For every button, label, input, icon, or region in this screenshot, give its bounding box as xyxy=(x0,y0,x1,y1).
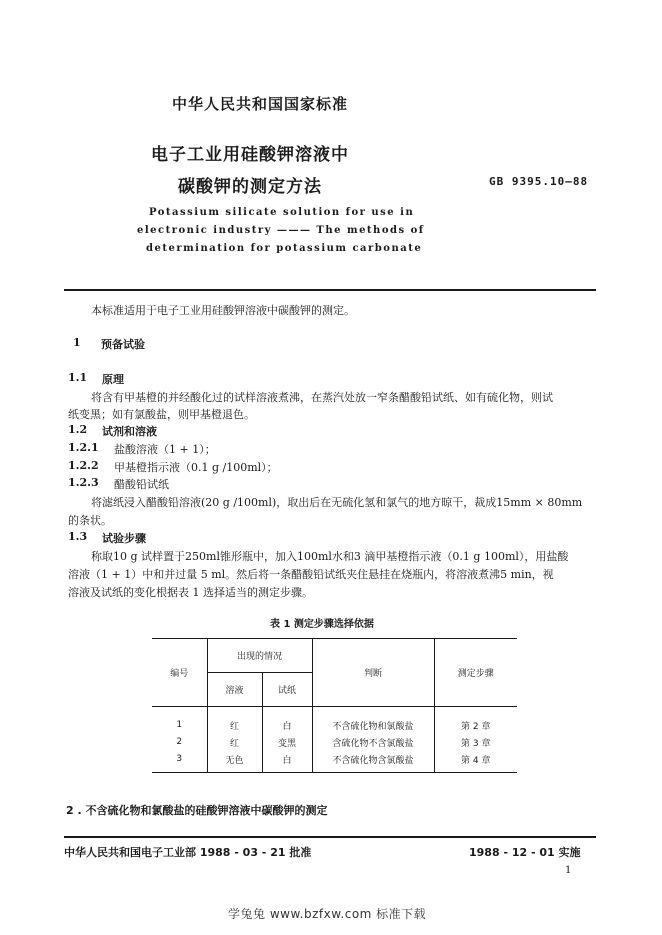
page-number: 1 xyxy=(565,865,572,876)
section-1-title: 预备试验 xyxy=(101,338,145,351)
row-judgement: 不含硫化物含氯酸盐 xyxy=(312,751,434,768)
document-title-line1: 电子工业用硅酸钾溶液中 xyxy=(151,145,349,165)
row-paper: 白 xyxy=(262,751,312,768)
row-judgement: 含硫化物不含氯酸盐 xyxy=(312,734,434,751)
section-1-3-text-line3: 溶液及试纸的变化根据表 1 选择适当的测定步骤。 xyxy=(68,586,313,599)
row-step: 第 2 章 xyxy=(434,717,517,734)
implementation-date: 1988 - 12 - 01 实施 xyxy=(469,846,581,859)
section-1-2-title: 试剂和溶液 xyxy=(102,425,157,438)
section-1-2-2-text: 甲基橙指示液（0.1 g /100ml）； xyxy=(114,461,278,474)
header-divider xyxy=(64,289,596,291)
row-solution: 红 xyxy=(207,734,262,751)
row-solution: 红 xyxy=(207,717,262,734)
section-1-3-text-line2: 溶液（1 + 1）中和并过量 5 ml。然后将一条醋酸铅试纸夹住悬挂在烧瓶内，将溶液煮沸5 min，视 xyxy=(68,568,554,581)
row-solution: 无色 xyxy=(207,751,262,768)
section-1-2-number: 1.2 xyxy=(68,423,88,436)
row-number: 2 xyxy=(176,737,183,747)
national-standard-label: 中华人民共和国国家标准 xyxy=(172,95,349,113)
section-1-2-1-text: 盐酸溶液（1 + 1）； xyxy=(114,443,216,456)
english-title-line1: Potassium silicate solution for use in xyxy=(149,207,415,218)
section-1-number: 1 xyxy=(73,336,81,349)
row-judgement: 不含硫化物和氯酸盐 xyxy=(312,717,434,734)
section-1-1-title: 原理 xyxy=(102,373,124,386)
section-1-2-3-text-line2: 的条状。 xyxy=(68,514,112,527)
approval-line: 中华人民共和国电子工业部 1988 - 03 - 21 批准 xyxy=(64,846,312,859)
section-1-1-number: 1.1 xyxy=(68,371,88,384)
section-1-1-text-line1: 将含有甲基橙的并经酸化过的试样溶液煮沸，在蒸汽处放一窄条醋酸铅试纸、如有硫化物，则试 xyxy=(91,391,553,404)
header-solution: 溶液 xyxy=(207,673,262,707)
table-row xyxy=(152,717,517,734)
section-1-3-number: 1.3 xyxy=(68,530,88,543)
document-title-line2: 碳酸钾的测定方法 xyxy=(178,177,322,197)
section-1-3-title: 试验步骤 xyxy=(102,532,146,545)
header-judgement: 判断 xyxy=(312,639,434,707)
footer-divider xyxy=(64,836,596,838)
section-1-2-3-number: 1.2.3 xyxy=(68,476,99,489)
section-1-2-3-text-line1: 将滤纸浸入醋酸铅溶液(20 g /100ml)，取出后在无硫化氢和氯气的地方晾干，裁成15mm × 80mm xyxy=(91,496,583,509)
section-2-heading: 2 . 不含硫化物和氯酸盐的硅酸钾溶液中碳酸钾的测定 xyxy=(66,804,328,817)
english-title-line3: determination for potassium carbonate xyxy=(146,243,423,254)
row-number: 3 xyxy=(176,754,183,764)
row-number: 1 xyxy=(176,720,183,730)
table-row xyxy=(152,734,517,751)
step-selection-table xyxy=(152,638,517,773)
english-title-line2: electronic industry ——— The methods of xyxy=(137,225,425,236)
row-step: 第 4 章 xyxy=(434,751,517,768)
header-observed: 出现的情况 xyxy=(207,639,312,673)
section-1-3-text-line1: 称取10 g 试样置于250ml锥形瓶中，加入100ml水和3 滴甲基橙指示液（0.1 g 100ml），用盐酸 xyxy=(91,550,569,563)
row-paper: 变黑 xyxy=(262,734,312,751)
row-paper: 白 xyxy=(262,717,312,734)
section-1-2-1-number: 1.2.1 xyxy=(68,441,99,454)
table-caption: 表 1 测定步骤选择依据 xyxy=(270,619,374,630)
scope-paragraph: 本标准适用于电子工业用硅酸钾溶液中碳酸钾的测定。 xyxy=(91,304,355,317)
standard-number: GB 9395.10—88 xyxy=(489,175,589,188)
header-number: 编号 xyxy=(152,639,207,707)
row-step: 第 3 章 xyxy=(434,734,517,751)
header-step: 测定步骤 xyxy=(434,639,517,707)
watermark-text: 学兔兔 www.bzfxw.com 标准下载 xyxy=(228,907,427,921)
section-1-1-text-line2: 纸变黑；如有氯酸盐，则甲基橙退色。 xyxy=(68,408,255,421)
section-1-2-2-number: 1.2.2 xyxy=(68,459,99,472)
header-paper: 试纸 xyxy=(262,673,312,707)
section-1-2-3-title: 醋酸铅试纸 xyxy=(114,478,169,491)
table-row xyxy=(152,751,517,768)
